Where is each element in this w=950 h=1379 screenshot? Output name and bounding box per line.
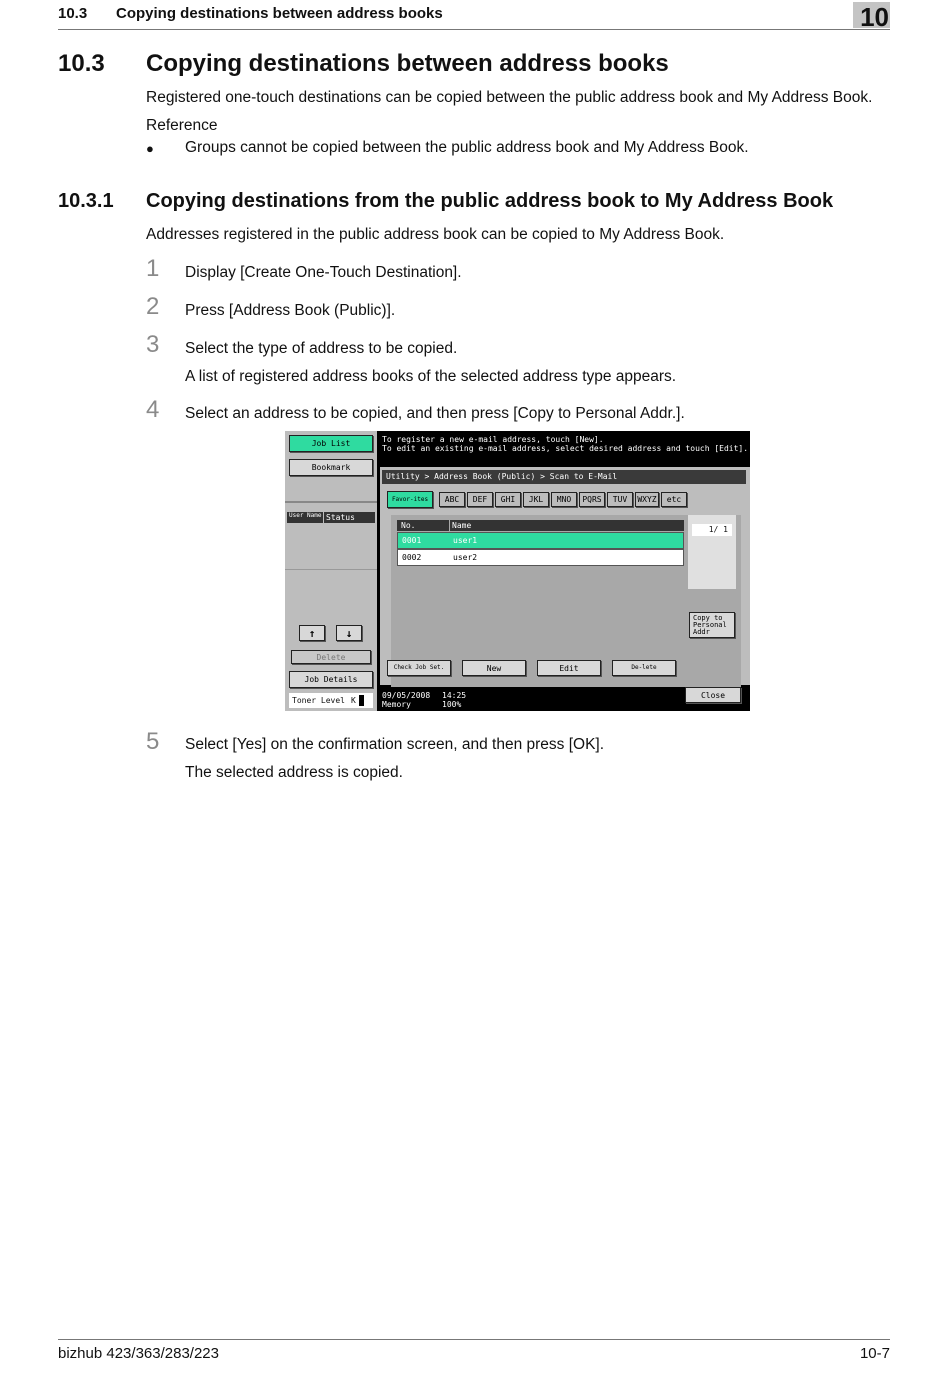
section-title: Copying destinations between address books: [146, 50, 669, 77]
row-no: 0001: [402, 536, 422, 545]
toner-k-label: K: [351, 696, 356, 705]
subsection-number: 10.3.1: [58, 190, 114, 212]
running-section-number: 10.3: [58, 5, 88, 22]
step-3-note: A list of registered address books of the selected address type appears.: [185, 368, 677, 385]
status-memory-label: Memory: [382, 700, 411, 709]
list-col-sep: [449, 520, 450, 531]
tab-favorites[interactable]: Favor-ites: [387, 491, 433, 508]
footer-rule: [58, 1339, 890, 1340]
list-row[interactable]: [397, 549, 684, 566]
left-divider-2: [285, 569, 377, 570]
tab-abc[interactable]: ABC: [439, 492, 465, 507]
status-date: 09/05/2008: [382, 691, 431, 700]
check-job-set-button[interactable]: Check Job Set.: [387, 660, 451, 676]
device-message: [382, 435, 748, 453]
device-left-panel: [285, 431, 377, 711]
copy-to-personal-button[interactable]: Copy to Personal Addr: [689, 612, 735, 638]
device-screenshot: [285, 431, 750, 711]
device-breadcrumb: Utility > Address Book (Public) > Scan to E-Mail: [382, 470, 746, 484]
new-button[interactable]: New: [462, 660, 526, 676]
step-4-number: 4: [146, 396, 160, 423]
section-number: 10.3: [58, 50, 105, 77]
device-status-bar: [380, 685, 680, 711]
reference-bullet: Groups cannot be copied between the public address book and My Address Book.: [185, 139, 749, 156]
step-2-text: Press [Address Book (Public)].: [185, 302, 396, 319]
step-5-number: 5: [146, 728, 160, 755]
message-line-2: To edit an existing e-mail address, select desired address and touch [Edit].: [382, 444, 749, 453]
left-divider: [285, 501, 377, 503]
col-user-name: User Name: [287, 512, 323, 523]
toner-level-bar: [359, 695, 364, 706]
step-4-text: Select an address to be copied, and then press [Copy to Personal Addr.].: [185, 405, 685, 422]
tab-wxyz[interactable]: WXYZ: [635, 492, 659, 507]
job-list-button[interactable]: Job List: [289, 435, 373, 452]
tab-jkl[interactable]: JKL: [523, 492, 549, 507]
page-box: [688, 515, 736, 589]
bookmark-button[interactable]: Bookmark: [289, 459, 373, 476]
step-3-text: Select the type of address to be copied.: [185, 340, 458, 357]
footer-model: bizhub 423/363/283/223: [58, 1345, 219, 1362]
job-details-button[interactable]: Job Details: [289, 671, 373, 688]
step-1-text: Display [Create One-Touch Destination].: [185, 264, 462, 281]
tab-ghi[interactable]: GHI: [495, 492, 521, 507]
list-row[interactable]: [397, 532, 684, 549]
status-memory-value: 100%: [442, 700, 462, 709]
subsection-title: Copying destinations from the public address book to My Address Book: [146, 190, 834, 212]
row-name: user1: [453, 536, 478, 545]
row-name: user2: [453, 553, 478, 562]
delete-job-button[interactable]: Delete: [291, 650, 371, 664]
chapter-tab: 10: [853, 2, 890, 28]
edit-button[interactable]: Edit: [537, 660, 601, 676]
arrow-down-button[interactable]: ↓: [336, 625, 362, 641]
step-5-text: Select [Yes] on the confirmation screen, and then press [OK].: [185, 736, 605, 753]
section-intro: Registered one-touch destinations can be copied between the public address book and My Address Book.: [146, 89, 873, 106]
list-col-name: Name: [452, 521, 472, 530]
list-header: [397, 520, 684, 531]
list-col-no: No.: [401, 521, 416, 530]
tab-tuv[interactable]: TUV: [607, 492, 633, 507]
delete-address-button[interactable]: De-lete: [612, 660, 676, 676]
arrow-up-button[interactable]: ↑: [299, 625, 325, 641]
step-2-number: 2: [146, 293, 160, 320]
running-section-title: Copying destinations between address books: [116, 5, 443, 22]
toner-level-label: Toner Level: [292, 696, 345, 705]
reference-label: Reference: [146, 117, 218, 134]
col-status: Status: [324, 512, 375, 523]
footer-page-number: 10-7: [859, 1345, 890, 1362]
tab-def[interactable]: DEF: [467, 492, 493, 507]
step-1-number: 1: [146, 255, 160, 282]
step-5-note: The selected address is copied.: [185, 764, 403, 781]
step-3-number: 3: [146, 331, 160, 358]
status-time: 14:25: [442, 691, 467, 700]
page-indicator: 1/ 1: [692, 524, 732, 536]
bullet-mark: ●: [146, 141, 154, 156]
message-line-1: To register a new e-mail address, touch [New].: [382, 435, 604, 444]
tab-etc[interactable]: etc: [661, 492, 687, 507]
row-no: 0002: [402, 553, 422, 562]
subsection-intro: Addresses registered in the public address book can be copied to My Address Book.: [146, 226, 725, 243]
running-header: [58, 0, 890, 30]
toner-level: [289, 693, 373, 708]
close-button[interactable]: Close: [685, 687, 741, 703]
tab-pqrs[interactable]: PQRS: [579, 492, 605, 507]
tab-mno[interactable]: MNO: [551, 492, 577, 507]
device-main-panel: [380, 467, 750, 685]
